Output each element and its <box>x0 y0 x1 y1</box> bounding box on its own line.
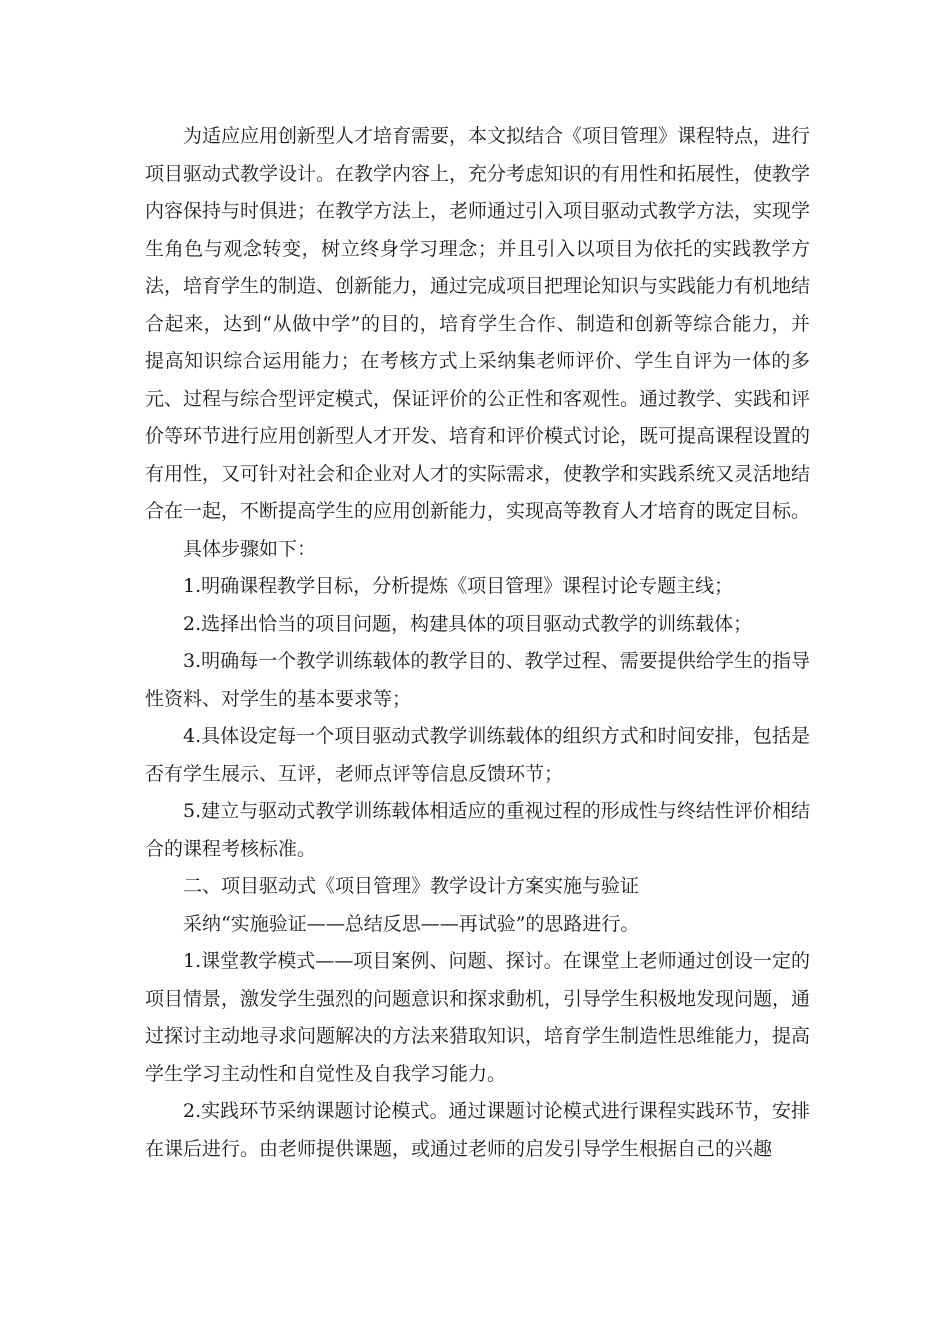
paragraph-step-1: 1.明确课程教学目标，分析提炼《项目管理》课程讨论专题主线； <box>183 575 734 597</box>
paragraph-step-3: 3.明确每一个教学训练载体的教学目的、教学过程、需要提供给学生的指导性资料、对学生的基本要求等； <box>145 650 810 710</box>
paragraph-practice-mode: 2.实践环节采纳课题讨论模式。通过课题讨论模式进行课程实践环节，安排在课后进行。由老师提供课题，或通过老师的启发引导学生根据自己的兴趣 <box>145 1100 810 1160</box>
paragraph-step-4: 4.具体设定每一个项目驱动式教学训练载体的组织方式和时间安排，包括是否有学生展示、互评，老师点评等信息反馈环节； <box>145 725 810 785</box>
section-heading: 二、项目驱动式《项目管理》教学设计方案实施与验证 <box>183 875 640 897</box>
paragraph-approach: 采纳“实施验证——总结反思——再试验”的思路进行。 <box>183 912 640 935</box>
paragraph-step-2: 2.选择出恰当的项目问题，构建具体的项目驱动式教学的训练载体； <box>183 612 753 635</box>
document-body <box>145 118 810 1168</box>
paragraph-intro: 为适应应用创新型人才培育需要，本文拟结合《项目管理》课程特点，进行项目驱动式教学设计。在教学内容上，充分考虑知识的有用性和拓展性，使教学内容保持与时俱进；在教学方法上，老师通过引入项目驱动式教学方法，实现学生角色与观念转变，树立终身学习理念；并且引入以项目为依托的实践教学方法，培育学生的制造、创新能力，通过完成项目把理论知识与实践能力有机地结合起来，达到“从做中学”的目的，培育学生合作、制造和创新等综合能力，并提高知识综合运用能力；在考核方式上采纳集老师评价、学生自评为一体的多元、过程与综合型评定模式，保证评价的公正性和客观性。通过教学、实践和评价等环节进行应用创新型人才开发、培育和评价模式讨论，既可提高课程设置的有用性，又可针对社会和企业对人才的实际需求，使教学和实践系统又灵活地结合在一起，不断提高学生的应用创新能力，实现高等教育人才培育的既定目标。 <box>145 125 811 522</box>
paragraph-step-5: 5.建立与驱动式教学训练载体相适应的重视过程的形成性与终结性评价相结合的课程考核标准。 <box>145 800 810 860</box>
paragraph-classroom-mode: 1.课堂教学模式——项目案例、问题、探讨。在课堂上老师通过创设一定的项目情景，激发学生强烈的问题意识和探求動机，引导学生积极地发现问题，通过探讨主动地寻求问题解决的方法来猎取知识，培育学生制造性思维能力，提高学生学习主动性和自觉性及自我学习能力。 <box>145 950 811 1085</box>
paragraph-steps-heading: 具体步骤如下： <box>183 537 317 560</box>
